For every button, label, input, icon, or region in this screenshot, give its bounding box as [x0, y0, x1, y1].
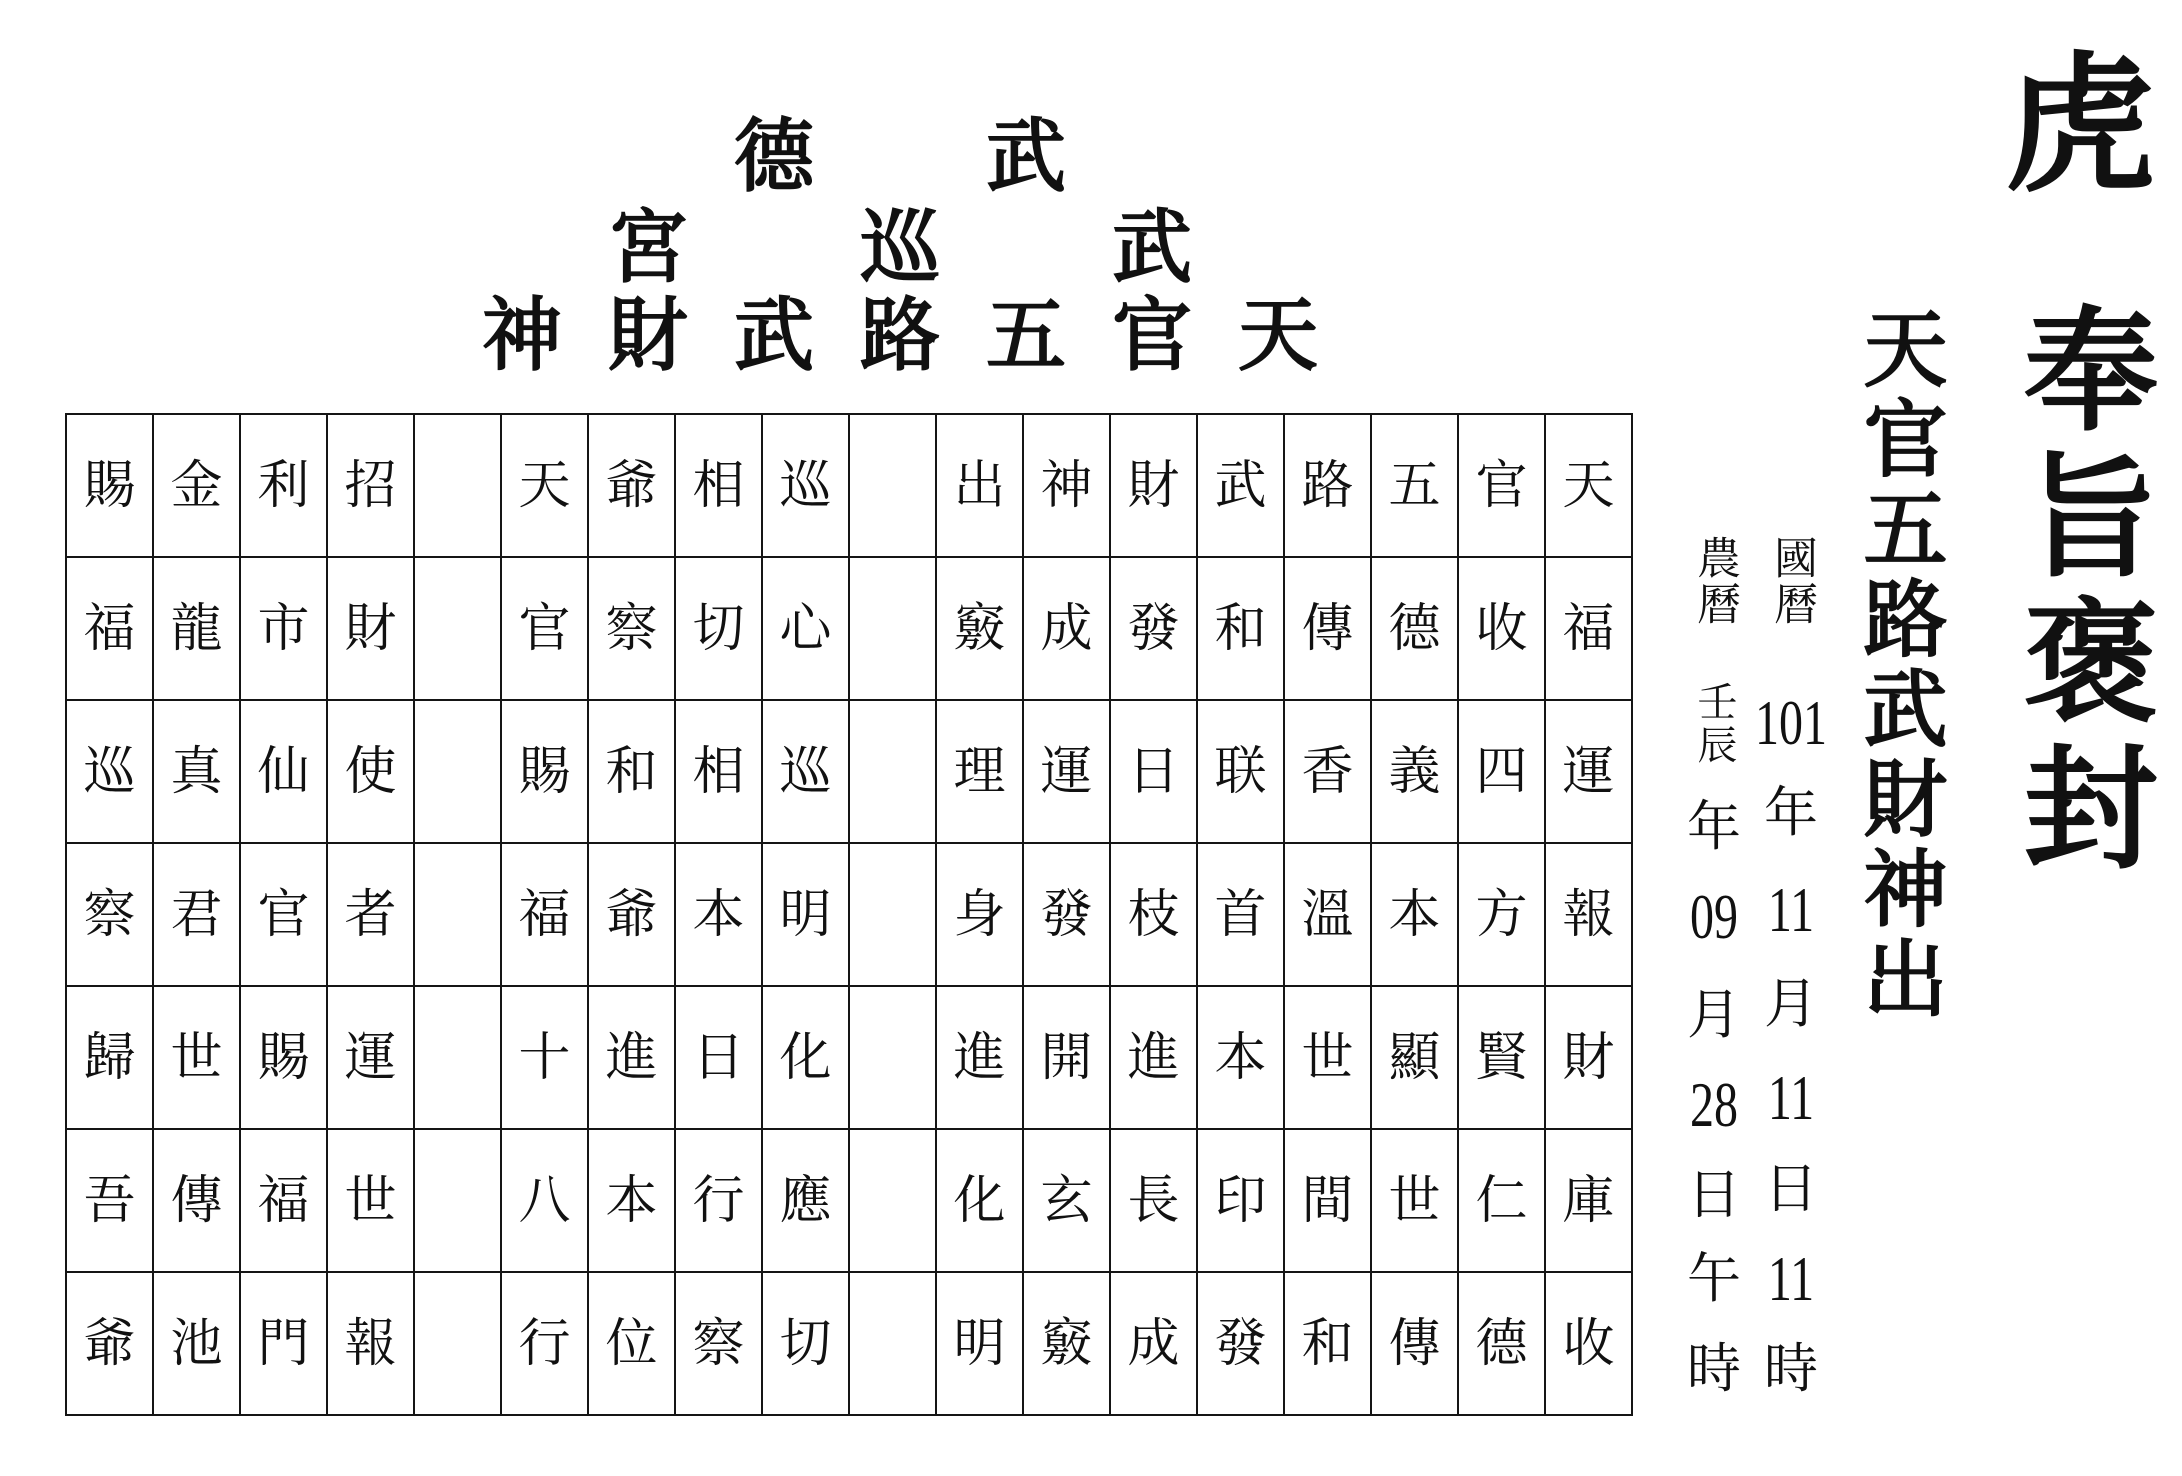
table-cell: 路 [1284, 414, 1371, 557]
header-char: 官 [1112, 288, 1192, 382]
table-cell: 行 [675, 1129, 762, 1272]
table-cell: 爺 [66, 1272, 153, 1415]
table-cell: 官 [501, 557, 588, 700]
table-row [66, 843, 1632, 986]
table-cell: 發 [1197, 1272, 1284, 1415]
table-cell: 世 [1371, 1129, 1458, 1272]
table-cell: 竅 [1023, 1272, 1110, 1415]
table-cell: 日 [1110, 700, 1197, 843]
table-cell: 爺 [588, 414, 675, 557]
table-cell: 發 [1110, 557, 1197, 700]
table-cell: 理 [936, 700, 1023, 843]
table-cell: 賜 [501, 700, 588, 843]
table-cell: 福 [501, 843, 588, 986]
table-cell: 進 [936, 986, 1023, 1129]
table-cell: 門 [240, 1272, 327, 1415]
table-cell: 仁 [1458, 1129, 1545, 1272]
table-cell-blank [414, 557, 501, 700]
table-cell-blank [849, 986, 936, 1129]
header-char: 天 [1238, 288, 1318, 382]
table-cell: 八 [501, 1129, 588, 1272]
table-cell: 香 [1284, 700, 1371, 843]
header-char: 武 [734, 288, 814, 382]
header-char: 財 [608, 288, 688, 382]
table-cell: 和 [1197, 557, 1284, 700]
decree-text: 奉旨褒封 [2002, 300, 2160, 884]
table-cell: 間 [1284, 1129, 1371, 1272]
table-cell: 發 [1023, 843, 1110, 986]
table-cell: 吾 [66, 1129, 153, 1272]
gregorian-day: 11 [1767, 1062, 1815, 1133]
table-cell: 巡 [66, 700, 153, 843]
table-cell: 義 [1371, 700, 1458, 843]
table-cell: 傳 [1284, 557, 1371, 700]
table-cell: 真 [153, 700, 240, 843]
table-cell-blank [849, 557, 936, 700]
table-cell-blank [414, 700, 501, 843]
header-char: 神 [482, 288, 562, 382]
table-cell: 五 [1371, 414, 1458, 557]
table-cell: 察 [675, 1272, 762, 1415]
table-cell: 長 [1110, 1129, 1197, 1272]
table-cell: 察 [66, 843, 153, 986]
table-cell-blank [414, 1272, 501, 1415]
table-cell: 察 [588, 557, 675, 700]
table-cell-blank [414, 414, 501, 557]
table-cell: 賢 [1458, 986, 1545, 1129]
table-cell: 賜 [240, 986, 327, 1129]
table-cell-blank [414, 843, 501, 986]
tiger-character: 虎 [2004, 37, 2155, 213]
table-cell: 世 [1284, 986, 1371, 1129]
lunar-day: 28 [1690, 1069, 1738, 1140]
table-cell: 庫 [1545, 1129, 1632, 1272]
table-cell: 竅 [936, 557, 1023, 700]
table-row [66, 1272, 1632, 1415]
table-cell: 巡 [762, 414, 849, 557]
gregorian-hour: 11 [1767, 1243, 1815, 1314]
table-cell: 本 [588, 1129, 675, 1272]
table-cell: 日 [675, 986, 762, 1129]
table-cell: 切 [762, 1272, 849, 1415]
table-cell: 本 [675, 843, 762, 986]
table-cell: 四 [1458, 700, 1545, 843]
table-cell: 玄 [1023, 1129, 1110, 1272]
table-cell: 市 [240, 557, 327, 700]
lunar-month-unit: 月 [1687, 983, 1741, 1046]
table-cell: 世 [153, 986, 240, 1129]
table-cell: 收 [1458, 557, 1545, 700]
table-cell: 福 [240, 1129, 327, 1272]
table-cell: 顯 [1371, 986, 1458, 1129]
table-cell: 收 [1545, 1272, 1632, 1415]
table-cell: 運 [327, 986, 414, 1129]
header-char: 宮 [608, 200, 688, 294]
table-cell: 首 [1197, 843, 1284, 986]
table-cell: 印 [1197, 1129, 1284, 1272]
table-cell: 武 [1197, 414, 1284, 557]
table-cell-blank [414, 1129, 501, 1272]
table-cell: 報 [327, 1272, 414, 1415]
table-cell: 行 [501, 1272, 588, 1415]
table-cell: 化 [762, 986, 849, 1129]
table-cell: 龍 [153, 557, 240, 700]
table-row [66, 700, 1632, 843]
table-cell: 位 [588, 1272, 675, 1415]
table-cell-blank [849, 843, 936, 986]
table-cell: 方 [1458, 843, 1545, 986]
lunar-hour-unit: 時 [1687, 1337, 1741, 1400]
table-cell-blank [849, 414, 936, 557]
lunar-month: 09 [1690, 881, 1738, 952]
gregorian-month-unit: 月 [1764, 972, 1818, 1035]
table-cell: 德 [1371, 557, 1458, 700]
lunar-day-unit: 日 [1687, 1163, 1741, 1226]
table-cell: 枝 [1110, 843, 1197, 986]
table-cell: 者 [327, 843, 414, 986]
table-cell: 身 [936, 843, 1023, 986]
poem-table [65, 413, 1633, 1416]
table-cell: 出 [936, 414, 1023, 557]
gregorian-year: 101 [1755, 687, 1827, 758]
table-cell: 歸 [66, 986, 153, 1129]
table-cell: 本 [1371, 843, 1458, 986]
table-cell-blank [414, 986, 501, 1129]
gregorian-hour-unit: 時 [1764, 1337, 1818, 1400]
table-cell-blank [849, 700, 936, 843]
table-cell: 開 [1023, 986, 1110, 1129]
table-row [66, 557, 1632, 700]
table-cell: 爺 [588, 843, 675, 986]
gregorian-calendar-label: 國曆 [1766, 535, 1817, 627]
header-char: 五 [986, 288, 1066, 382]
table-cell: 進 [588, 986, 675, 1129]
header-char: 武 [1112, 200, 1192, 294]
table-cell-blank [849, 1272, 936, 1415]
table-cell: 天 [1545, 414, 1632, 557]
table-cell: 本 [1197, 986, 1284, 1129]
table-cell: 德 [1458, 1272, 1545, 1415]
table-cell: 仙 [240, 700, 327, 843]
table-cell: 金 [153, 414, 240, 557]
table-cell: 成 [1023, 557, 1110, 700]
table-cell: 相 [675, 414, 762, 557]
table-cell: 使 [327, 700, 414, 843]
table-row [66, 1129, 1632, 1272]
table-cell-blank [849, 1129, 936, 1272]
table-cell: 賜 [66, 414, 153, 557]
table-cell: 官 [240, 843, 327, 986]
table-cell: 联 [1197, 700, 1284, 843]
table-cell: 池 [153, 1272, 240, 1415]
table-cell: 十 [501, 986, 588, 1129]
deity-title: 天官五路武財神出 [1850, 305, 1949, 1025]
table-cell: 明 [936, 1272, 1023, 1415]
table-cell: 財 [1545, 986, 1632, 1129]
table-cell: 招 [327, 414, 414, 557]
lunar-calendar-label: 農曆 [1689, 535, 1740, 627]
table-cell: 和 [1284, 1272, 1371, 1415]
table-cell: 君 [153, 843, 240, 986]
table-cell: 天 [501, 414, 588, 557]
table-cell: 心 [762, 557, 849, 700]
table-cell: 利 [240, 414, 327, 557]
table-cell: 福 [66, 557, 153, 700]
table-cell: 官 [1458, 414, 1545, 557]
lunar-year: 壬辰 [1691, 681, 1737, 767]
table-cell: 傳 [153, 1129, 240, 1272]
table-cell: 福 [1545, 557, 1632, 700]
table-row [66, 414, 1632, 557]
table-cell: 傳 [1371, 1272, 1458, 1415]
lunar-hour: 午 [1687, 1247, 1741, 1310]
header-char: 巡 [860, 200, 940, 294]
header-char: 路 [860, 288, 940, 382]
gregorian-month: 11 [1767, 874, 1815, 945]
table-cell: 成 [1110, 1272, 1197, 1415]
table-cell: 財 [1110, 414, 1197, 557]
lunar-year-unit: 年 [1687, 795, 1741, 858]
gregorian-year-unit: 年 [1764, 781, 1818, 844]
table-cell: 巡 [762, 700, 849, 843]
table-cell: 溫 [1284, 843, 1371, 986]
gregorian-day-unit: 日 [1764, 1157, 1818, 1220]
table-cell: 神 [1023, 414, 1110, 557]
header-char: 德 [734, 109, 814, 203]
table-cell: 報 [1545, 843, 1632, 986]
table-cell: 相 [675, 700, 762, 843]
table-cell: 和 [588, 700, 675, 843]
table-row [66, 986, 1632, 1129]
table-cell: 化 [936, 1129, 1023, 1272]
table-cell: 應 [762, 1129, 849, 1272]
table-cell: 世 [327, 1129, 414, 1272]
header-char: 武 [986, 109, 1066, 203]
table-cell: 切 [675, 557, 762, 700]
table-cell: 運 [1545, 700, 1632, 843]
table-cell: 財 [327, 557, 414, 700]
table-cell: 運 [1023, 700, 1110, 843]
table-cell: 進 [1110, 986, 1197, 1129]
table-cell: 明 [762, 843, 849, 986]
